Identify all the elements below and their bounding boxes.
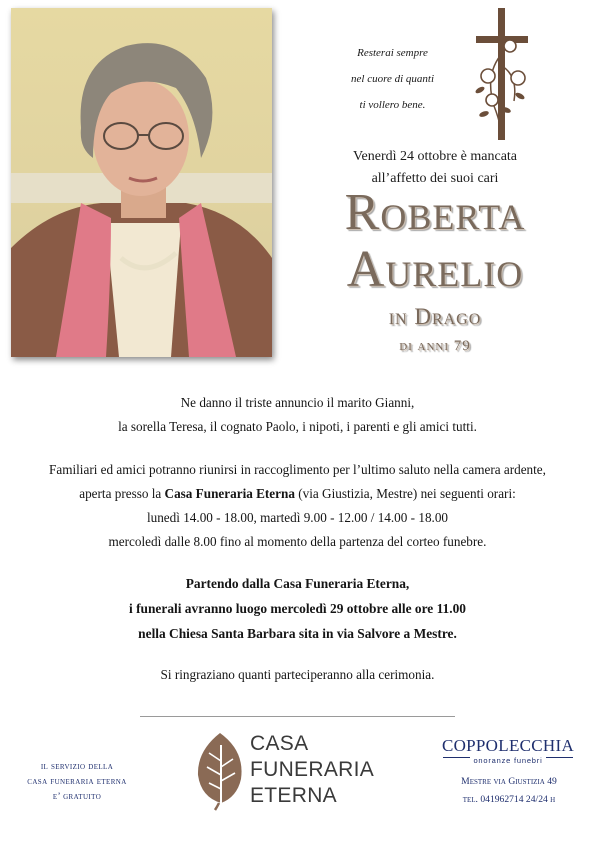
announcement-line: Ne danno il triste annuncio il marito Gianni, xyxy=(180,395,415,410)
tagline-text: onoranze funebri xyxy=(470,756,545,765)
deceased-first-name: Roberta xyxy=(344,184,526,241)
visitation-line: Familiari ed amici potranno riunirsi in raccoglimento per l’ultimo saluto nella camera ardente, xyxy=(49,462,546,477)
visitation-line: mercoledì dalle 8.00 fino al momento della partenza del corteo funebre. xyxy=(108,534,487,549)
verse-line: nel cuore di quanti xyxy=(351,73,434,85)
leaf-logo-icon xyxy=(195,731,245,811)
service-line: e’ gratuito xyxy=(52,792,102,802)
funeral-line: nella Chiesa Santa Barbara sita in via Salvore a Mestre. xyxy=(138,626,457,641)
intro-line: all’affetto dei suoi cari xyxy=(371,171,499,186)
coppolecchia-name: COPPOLECCHIA xyxy=(441,736,575,755)
funeral-line: Partendo dalla Casa Funeraria Eterna, xyxy=(185,576,410,591)
funeral-home-logo-text xyxy=(250,731,380,809)
visitation-line xyxy=(0,482,595,506)
intro-line: Venerdì 24 ottobre è mancata xyxy=(352,149,518,164)
thanks-line: Si ringraziano quanti parteciperanno alla cerimonia. xyxy=(160,667,435,682)
deceased-last-name: Aurelio xyxy=(346,241,524,298)
deceased-age: di anni 79 xyxy=(399,338,471,354)
cross-with-roses-icon xyxy=(470,6,534,142)
announcement-line: la sorella Teresa, il cognato Paolo, i nipoti, i parenti e gli amici tutti. xyxy=(118,419,477,434)
visitation-suffix: (via Giustizia, Mestre) nei seguenti orari: xyxy=(294,486,516,501)
funeral-details xyxy=(0,571,595,646)
family-announcement xyxy=(0,391,595,439)
portrait-photo xyxy=(11,8,272,357)
coppolecchia-contact xyxy=(440,773,578,809)
logo-line: CASA xyxy=(250,732,309,755)
coppolecchia-tagline xyxy=(438,756,578,766)
funeral-line: i funerali avranno luogo mercoledì 29 ottobre alle ore 11.00 xyxy=(129,601,466,616)
divider xyxy=(140,716,455,717)
memorial-verse xyxy=(325,40,460,118)
visitation-prefix: aperta presso la xyxy=(79,486,165,501)
free-service-note xyxy=(2,760,152,805)
verse-line: ti vollero bene. xyxy=(359,99,426,111)
deceased-married-name: in Drago xyxy=(388,304,482,329)
visitation-hours: lunedì 14.00 - 18.00, martedì 9.00 - 12.00 / 14.00 - 18.00 xyxy=(146,510,449,525)
visitation-info xyxy=(0,458,595,554)
verse-line: Resterai sempre xyxy=(357,47,428,59)
coppolecchia-address: Mestre via Giustizia 49 xyxy=(461,776,557,787)
funeral-home-name: Casa Funeraria Eterna xyxy=(164,486,295,501)
coppolecchia-phone: tel. 041962714 24/24 h xyxy=(462,794,556,805)
service-line: il servizio della xyxy=(40,762,114,772)
logo-line: ETERNA xyxy=(250,784,337,807)
service-line: casa funeraria eterna xyxy=(27,777,127,787)
logo-line: FUNERARIA xyxy=(250,758,375,781)
